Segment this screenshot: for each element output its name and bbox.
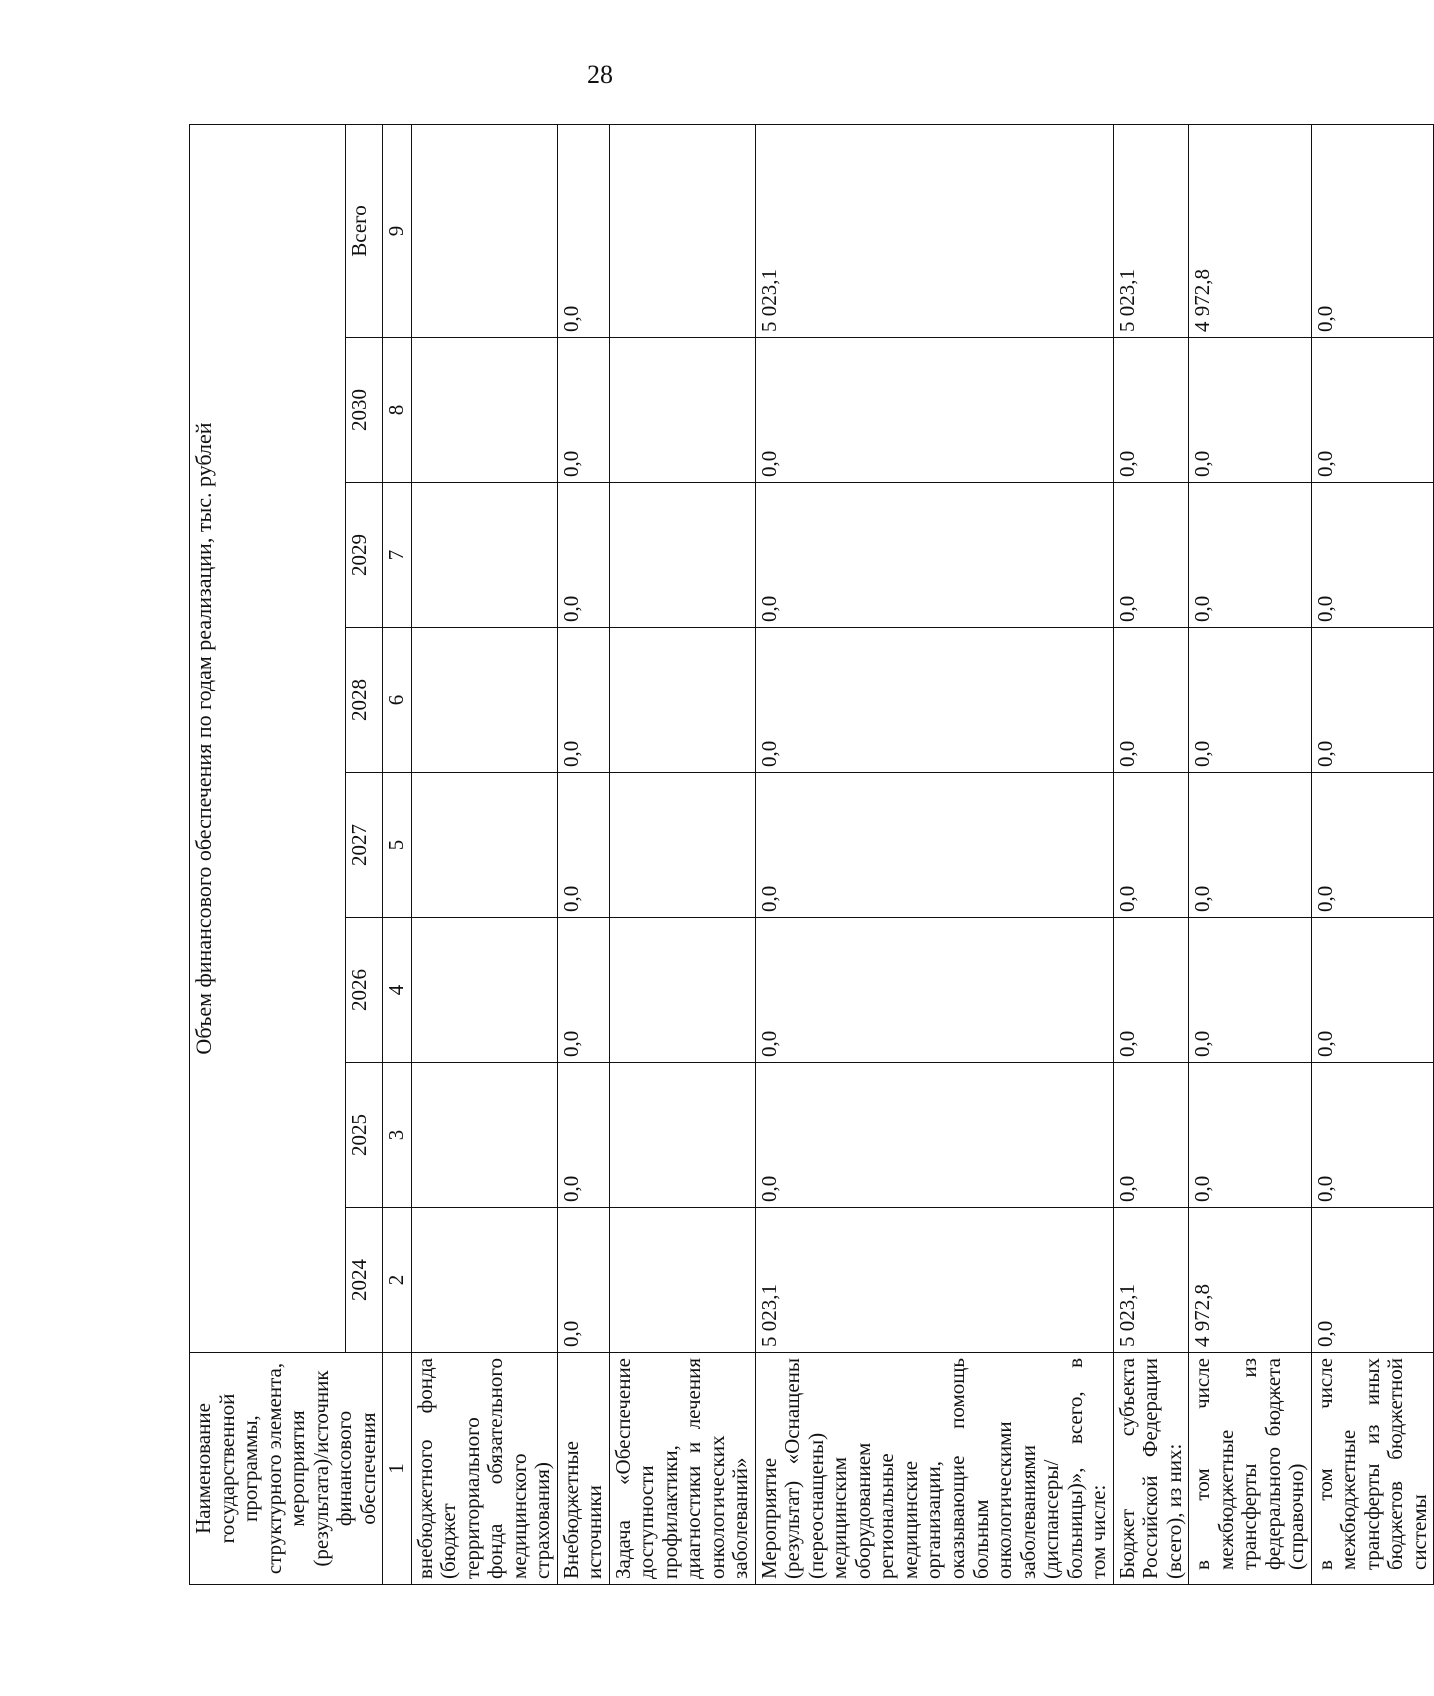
value-cell: 5 023,1 [1113, 124, 1189, 337]
value-cell: 0,0 [1113, 483, 1189, 628]
value-cell [411, 1063, 557, 1208]
row-label: Задача «Обеспечение доступности профилактики, диагностики и лечения онкологических заболеваний» [609, 1353, 755, 1585]
page-number: 28 [587, 60, 613, 89]
row-label: Бюджет субъекта Российской Федерации (всего), из них: [1113, 1353, 1189, 1585]
value-cell: 0,0 [1189, 483, 1312, 628]
column-numbers-row [383, 124, 412, 1584]
value-cell: 0,0 [1113, 628, 1189, 773]
value-cell: 0,0 [1113, 1063, 1189, 1208]
value-cell: 0,0 [1189, 338, 1312, 483]
column-number: 8 [383, 338, 412, 483]
volume-column-header: Объем финансового обеспечения по годам реализации, тыс. рублей [190, 124, 346, 1352]
value-cell: 0,0 [1311, 483, 1434, 628]
value-cell [609, 773, 755, 918]
table-row [411, 124, 557, 1584]
value-cell [411, 773, 557, 918]
table-row [1189, 124, 1312, 1584]
value-cell [411, 628, 557, 773]
value-cell: 0,0 [1311, 1063, 1434, 1208]
year-header: 2030 [345, 338, 383, 483]
table-row [609, 124, 755, 1584]
value-cell: 4 972,8 [1189, 124, 1312, 337]
value-cell: 0,0 [755, 338, 1113, 483]
value-cell: 0,0 [557, 1063, 609, 1208]
value-cell [609, 1063, 755, 1208]
value-cell [609, 628, 755, 773]
value-cell: 0,0 [1311, 773, 1434, 918]
row-label: Мероприятие (результат) «Оснащены (переоснащены) медицинским оборудованием региональные медицинские организации, оказывающие помощь больным онкологическими заболеваниями (диспансеры/больницы)», всего, в том числе: [755, 1353, 1113, 1585]
value-cell: 4 972,8 [1189, 1208, 1312, 1353]
value-cell: 0,0 [557, 773, 609, 918]
value-cell: 0,0 [557, 628, 609, 773]
value-cell: 0,0 [1311, 338, 1434, 483]
value-cell: 0,0 [557, 918, 609, 1063]
value-cell: 0,0 [557, 1208, 609, 1353]
row-label: Внебюджетные источники [557, 1353, 609, 1585]
value-cell: 0,0 [755, 1063, 1113, 1208]
value-cell: 0,0 [1113, 773, 1189, 918]
column-number: 9 [383, 124, 412, 337]
header-row-1 [190, 124, 346, 1584]
column-number: 3 [383, 1063, 412, 1208]
value-cell [609, 124, 755, 337]
value-cell: 0,0 [1189, 918, 1312, 1063]
value-cell: 0,0 [1189, 773, 1312, 918]
column-number: 4 [383, 918, 412, 1063]
value-cell: 0,0 [1189, 1063, 1312, 1208]
column-number: 7 [383, 483, 412, 628]
value-cell: 0,0 [1311, 1208, 1434, 1353]
year-header: 2027 [345, 773, 383, 918]
column-number: 5 [383, 773, 412, 918]
value-cell [411, 918, 557, 1063]
year-header: 2028 [345, 628, 383, 773]
table-row [1311, 124, 1434, 1584]
value-cell: 0,0 [755, 483, 1113, 628]
financing-table [189, 124, 1434, 1585]
value-cell: 0,0 [1311, 918, 1434, 1063]
value-cell [609, 1208, 755, 1353]
column-number: 2 [383, 1208, 412, 1353]
value-cell [411, 338, 557, 483]
table-row [1113, 124, 1189, 1584]
column-number: 6 [383, 628, 412, 773]
value-cell: 0,0 [557, 483, 609, 628]
value-cell: 0,0 [1113, 338, 1189, 483]
value-cell: 0,0 [1113, 918, 1189, 1063]
row-label: внебюджетного фонда (бюджет территориального фонда обязательного медицинского страхования) [411, 1353, 557, 1585]
value-cell: 5 023,1 [755, 1208, 1113, 1353]
total-header: Всего [345, 124, 383, 337]
name-column-header: Наименование государственной программы, структурного элемента, мероприятия (результата)/источник финансового обеспечения [190, 1353, 383, 1585]
value-cell [411, 124, 557, 337]
row-label: в том числе межбюджетные трансферты из федерального бюджета (справочно) [1189, 1353, 1312, 1585]
value-cell [411, 483, 557, 628]
table-row [557, 124, 609, 1584]
value-cell: 0,0 [755, 773, 1113, 918]
value-cell: 0,0 [755, 628, 1113, 773]
value-cell [609, 918, 755, 1063]
column-number: 1 [383, 1353, 412, 1585]
value-cell: 0,0 [1189, 628, 1312, 773]
value-cell [609, 338, 755, 483]
year-header: 2025 [345, 1063, 383, 1208]
rotated-table-container [189, 125, 1431, 1585]
row-label: в том числе межбюджетные трансферты из иных бюджетов бюджетной системы [1311, 1353, 1434, 1585]
value-cell: 5 023,1 [755, 124, 1113, 337]
year-header: 2024 [345, 1208, 383, 1353]
year-header: 2029 [345, 483, 383, 628]
year-header: 2026 [345, 918, 383, 1063]
value-cell: 0,0 [1311, 628, 1434, 773]
value-cell: 0,0 [1311, 124, 1434, 337]
value-cell [411, 1208, 557, 1353]
value-cell: 0,0 [557, 124, 609, 337]
value-cell: 0,0 [557, 338, 609, 483]
value-cell: 5 023,1 [1113, 1208, 1189, 1353]
value-cell [609, 483, 755, 628]
table-row [755, 124, 1113, 1584]
value-cell: 0,0 [755, 918, 1113, 1063]
